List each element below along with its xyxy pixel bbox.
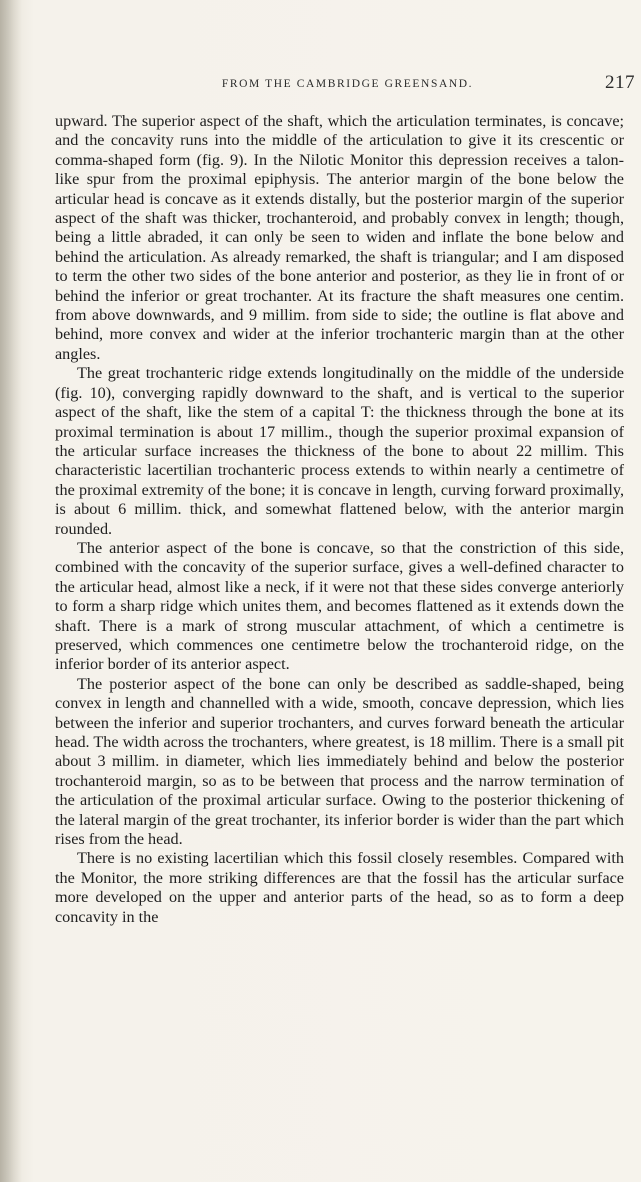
page-number: 217 — [605, 72, 635, 93]
running-title: FROM THE CAMBRIDGE GREENSAND. — [221, 78, 474, 90]
paragraph-1: upward. The superior aspect of the shaft, which the articulation terminates, is concave; and the concavity runs into the middle of the articulation to give it its crescentic or comma-shaped form (fig. 9). In the Nilotic Monitor this depression receives a talon-like spur from the proximal epiphysis. The anterior margin of the bone below the articular head is concave as it extends distally, but the posterior margin of the superior aspect of the shaft was thicker, trochanteroid, and probably convex in length; though, being a little abraded, it can only be seen to widen and inflate the bone below and behind the articulation. As already remarked, the shaft is triangular; and I am disposed to term the other two sides of the bone anterior and posterior, as they lie in front of or behind the inferior or great trochanter. At its fracture the shaft measures one centim. from above downwards, and 9 millim. from side to side; the outline is flat above and behind, more convex and wider at the inferior trochanteric margin than at the other angles. — [55, 112, 624, 363]
paragraph-2: The great trochanteric ridge extends longitudinally on the middle of the underside (fig. 10), converging rapidly downward to the shaft, and is vertical to the superior aspect of the shaft, like the stem of a capital T: the thickness through the bone at its proximal termination is about 17 millim., though the superior proximal expansion of the articular surface increases the thickness of the bone to about 22 millim. This characteristic lacertilian trochanteric process extends to within nearly a centimetre of the proximal extremity of the bone; it is concave in length, curving forward proximally, is about 6 millim. thick, and somewhat flattened below, with the anterior margin rounded. — [55, 364, 624, 538]
paragraph-4: The posterior aspect of the bone can only be described as saddle-shaped, being convex in length and channelled with a wide, smooth, concave depression, which lies between the inferior and superior trochanters, and curves forward beneath the articular head. The width across the trochanters, where greatest, is 18 millim. There is a small pit about 3 millim. in diameter, which lies immediately behind and below the posterior trochanteroid margin, so as to be between that process and the narrow termination of the articulation of the proximal articular surface. Owing to the posterior thickening of the lateral margin of the great trochanter, its inferior border is wider than the part which rises from the head. — [55, 674, 624, 849]
paragraph-5: There is no existing lacertilian which this fossil closely resembles. Compared with the Monitor, the more striking differences are that the fossil has the articular surface more developed on the upper and anterior parts of the head, so as to form a deep concavity in the — [55, 849, 624, 926]
paragraph-3: The anterior aspect of the bone is concave, so that the constriction of this side, combined with the concavity of the superior surface, gives a well-defined character to the articular head, almost like a neck, if it were not that these sides converge anteriorly to form a sharp ridge which unites them, and becomes flattened as it extends down the shaft. There is a mark of strong muscular attachment, of which a centimetre is preserved, which commences one centimetre below the trochanteroid ridge, on the inferior border of its anterior aspect. — [55, 538, 624, 674]
page-header — [60, 72, 635, 94]
binding-gutter-shadow — [0, 0, 22, 1182]
body-text — [55, 112, 624, 927]
